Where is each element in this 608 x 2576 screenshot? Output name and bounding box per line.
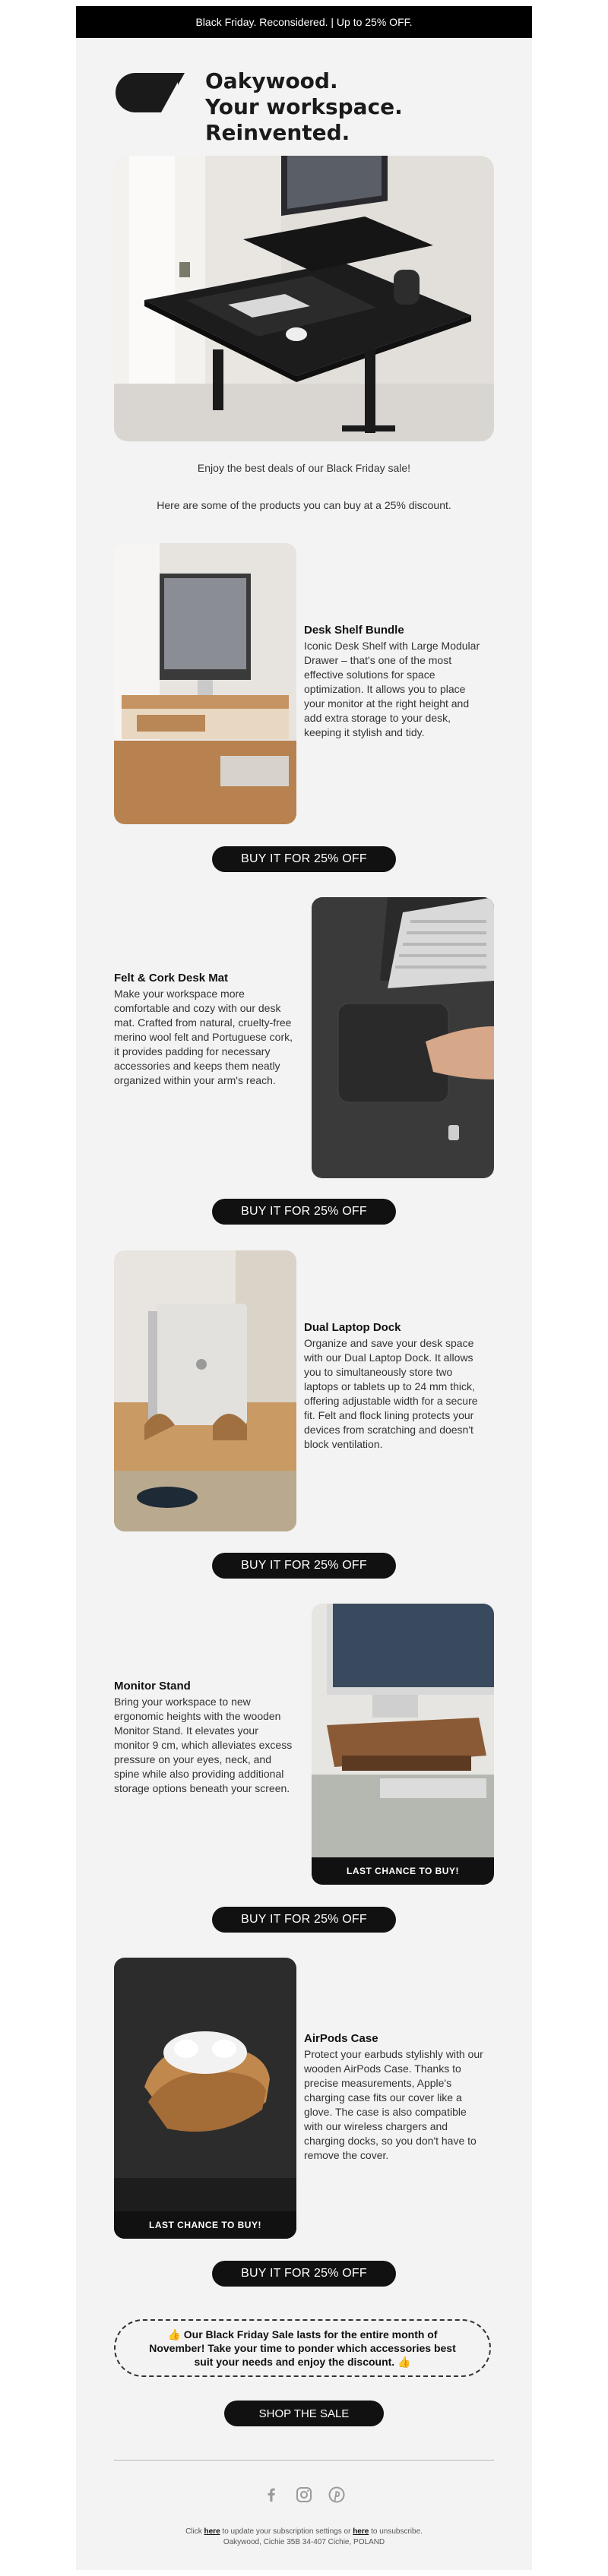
update-settings-link[interactable]: here: [204, 2527, 220, 2536]
brand-name: Oakywood.: [205, 68, 338, 93]
product-title: AirPods Case: [304, 2032, 378, 2045]
product-description: Iconic Desk Shelf with Large Modular Drawer – that's one of the most effective solutions for space optimization. It allows you to place your monitor at the right height and add extra storage to your desk, keeping it stylish and tidy.: [304, 640, 480, 738]
product-title: Felt & Cork Desk Mat: [114, 972, 229, 985]
footer-text-pre: Click: [185, 2527, 204, 2536]
footer-text-mid: to update your subscription settings or: [220, 2527, 353, 2536]
unsubscribe-link[interactable]: here: [353, 2527, 369, 2536]
product-description: Bring your workspace to new ergonomic heights with the wooden Monitor Stand. It elevates your monitor 9 cm, which alleviates excess pressure on your eyes, neck, and spine while also providing additional storage options beneath your screen.: [114, 1696, 293, 1794]
product-image-dual-laptop-dock[interactable]: [114, 1250, 296, 1531]
product-description: Protect your earbuds stylishly with our wooden AirPods Case. Thanks to precise measurements, Apple's charging case fits our cover like a glove. The case is also compatible with our wireless chargers and charging docks, so you don't have to remove the cover.: [304, 2048, 483, 2161]
footer-address: Oakywood, Cichie 35B 34-407 Cichie, POLAND: [223, 2538, 385, 2546]
product-image-desk-shelf-bundle[interactable]: [114, 543, 296, 824]
buy-dual-laptop-dock-button[interactable]: BUY IT FOR 25% OFF: [212, 1553, 396, 1579]
footer-text-post: to unsubscribe.: [369, 2527, 423, 2536]
brand-tagline: [205, 68, 532, 146]
product-description: Organize and save your desk space with our Dual Laptop Dock. It allows you to simultaneously store two laptops or tablets up to 24 mm thick, offering adjustable width for a secure fit. Felt and flock lining protects your devices from scratching and doesn't block ventilation.: [304, 1337, 478, 1450]
footer-subscription-text: [76, 2527, 532, 2536]
facebook-icon[interactable]: [262, 2486, 280, 2504]
brand-slogan: Your workspace. Reinvented.: [205, 94, 403, 145]
shop-the-sale-button[interactable]: SHOP THE SALE: [224, 2401, 384, 2426]
buy-monitor-stand-button[interactable]: BUY IT FOR 25% OFF: [212, 1907, 396, 1933]
pinterest-icon[interactable]: [328, 2486, 346, 2504]
intro-line-2: Here are some of the products you can buy at a 25% discount.: [157, 499, 451, 511]
footer-divider: [114, 2460, 494, 2461]
sale-duration-notice: [114, 2319, 491, 2377]
product-description: Make your workspace more comfortable and cozy with our desk mat. Crafted from natural, cruelty-free merino wool felt and Portuguese cork, it provides padding for necessary accessories and keeps them neatly organized within your arm's reach.: [114, 988, 293, 1086]
header: [76, 38, 532, 145]
product-airpods-case: [304, 2031, 486, 2163]
buy-airpods-case-button[interactable]: BUY IT FOR 25% OFF: [212, 2261, 396, 2287]
product-image-felt-cork-desk-mat[interactable]: [312, 897, 494, 1178]
hero-image[interactable]: [114, 156, 494, 441]
product-monitor-stand: [114, 1679, 296, 1796]
product-dual-laptop-dock: [304, 1320, 486, 1452]
intro-line-1: Enjoy the best deals of our Black Friday sale!: [197, 462, 411, 474]
product-image-monitor-stand[interactable]: [312, 1604, 494, 1885]
product-desk-shelf-bundle: [304, 623, 486, 740]
oakywood-logo-icon[interactable]: [114, 71, 186, 114]
product-title: Desk Shelf Bundle: [304, 624, 404, 637]
notice-text: 👍 Our Black Friday Sale lasts for the entire month of November! Take your time to ponder which accessories best suit your needs and enjoy the discount. 👍: [149, 2328, 456, 2368]
product-image-airpods-case[interactable]: [114, 1958, 296, 2239]
product-title: Dual Laptop Dock: [304, 1321, 401, 1334]
last-chance-badge: LAST CHANCE TO BUY!: [312, 1857, 494, 1885]
last-chance-badge: LAST CHANCE TO BUY!: [114, 2211, 296, 2239]
instagram-icon[interactable]: [295, 2486, 313, 2504]
product-title: Monitor Stand: [114, 1680, 191, 1693]
buy-felt-cork-desk-mat-button[interactable]: BUY IT FOR 25% OFF: [212, 1199, 396, 1225]
product-felt-cork-desk-mat: [114, 971, 296, 1088]
promo-topbar-text: Black Friday. Reconsidered. | Up to 25% OFF.: [195, 16, 413, 28]
promo-topbar: [76, 6, 532, 38]
email-container: [76, 6, 532, 2570]
buy-desk-shelf-bundle-button[interactable]: BUY IT FOR 25% OFF: [212, 846, 396, 872]
